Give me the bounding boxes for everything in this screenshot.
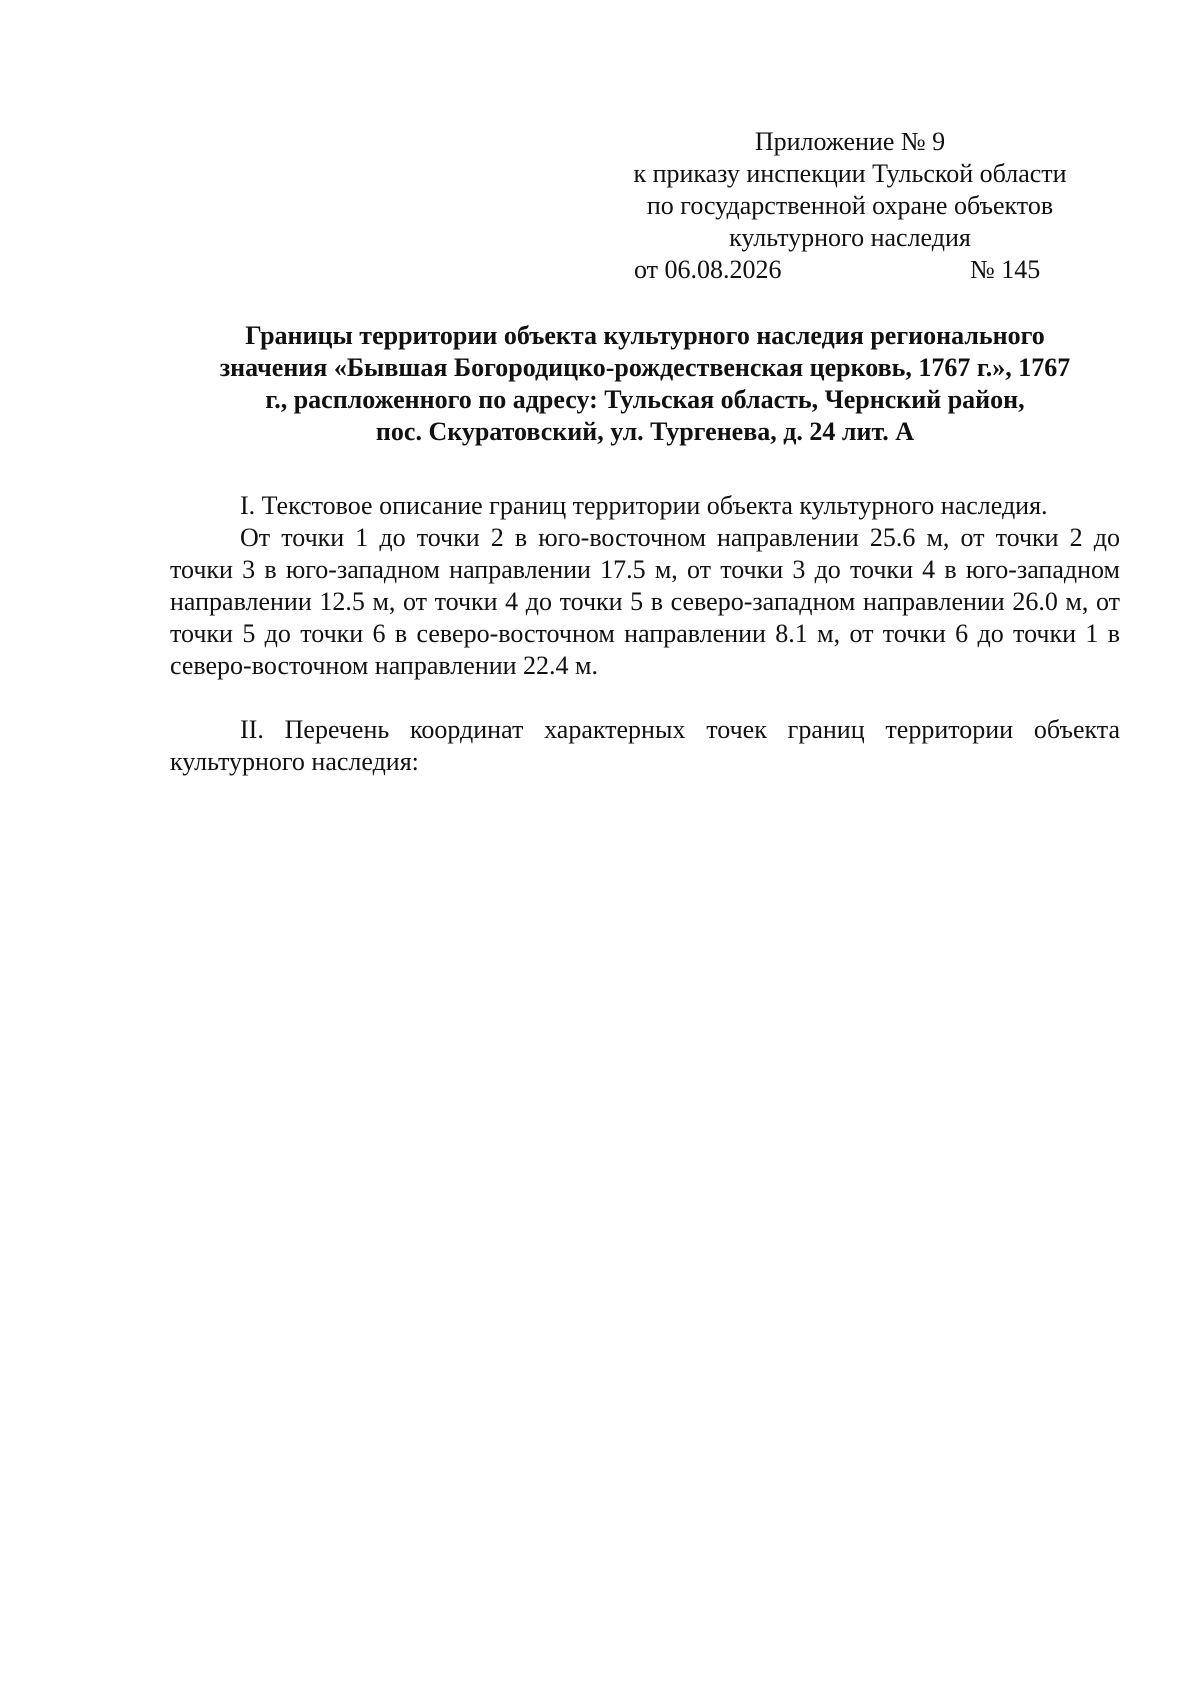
appendix-header (600, 126, 1100, 286)
title-line: пос. Скуратовский, ул. Тургенева, д. 24 лит. А (375, 417, 915, 446)
document-title (170, 320, 1120, 448)
appendix-order-reference: к приказу инспекции Тульской области (633, 159, 1067, 188)
title-line: значения «Бывшая Богородицко-рождественская церковь, 1767 г.», 1767 (219, 353, 1071, 382)
section-1-heading: I. Текстовое описание границ территории объекта культурного наследия. (240, 491, 1048, 520)
appendix-heritage-line: культурного наследия (729, 223, 971, 252)
section-2-heading: II. Перечень координат характерных точек границ территории объекта культурного наследия: (170, 715, 1120, 776)
document-body (170, 490, 1120, 778)
order-date: от 06.08.2026 (634, 255, 782, 284)
appendix-date-row (600, 254, 1100, 286)
title-line: Границы территории объекта культурного наследия регионального (245, 321, 1045, 350)
appendix-authority-line: по государственной охране объектов (646, 191, 1054, 220)
title-line: г., распложенного по адресу: Тульская область, Чернский район, (265, 385, 1025, 414)
order-number: № 145 (970, 255, 1041, 284)
appendix-number-label: Приложение № 9 (754, 127, 946, 156)
section-1-boundary-description: От точки 1 до точки 2 в юго-восточном направлении 25.6 м, от точки 2 до точки 3 в юго-западном направлении 17.5 м, от точки 3 до точки 4 в юго-западном направлении 12.5 м, от точки 4 до точки 5 в северо-западном направлении 26.0 м, от точки 5 до точки 6 в северо-восточном направлении 8.1 м, от точки 6 до точки 1 в северо-восточном направлении 22.4 м. (170, 523, 1120, 680)
